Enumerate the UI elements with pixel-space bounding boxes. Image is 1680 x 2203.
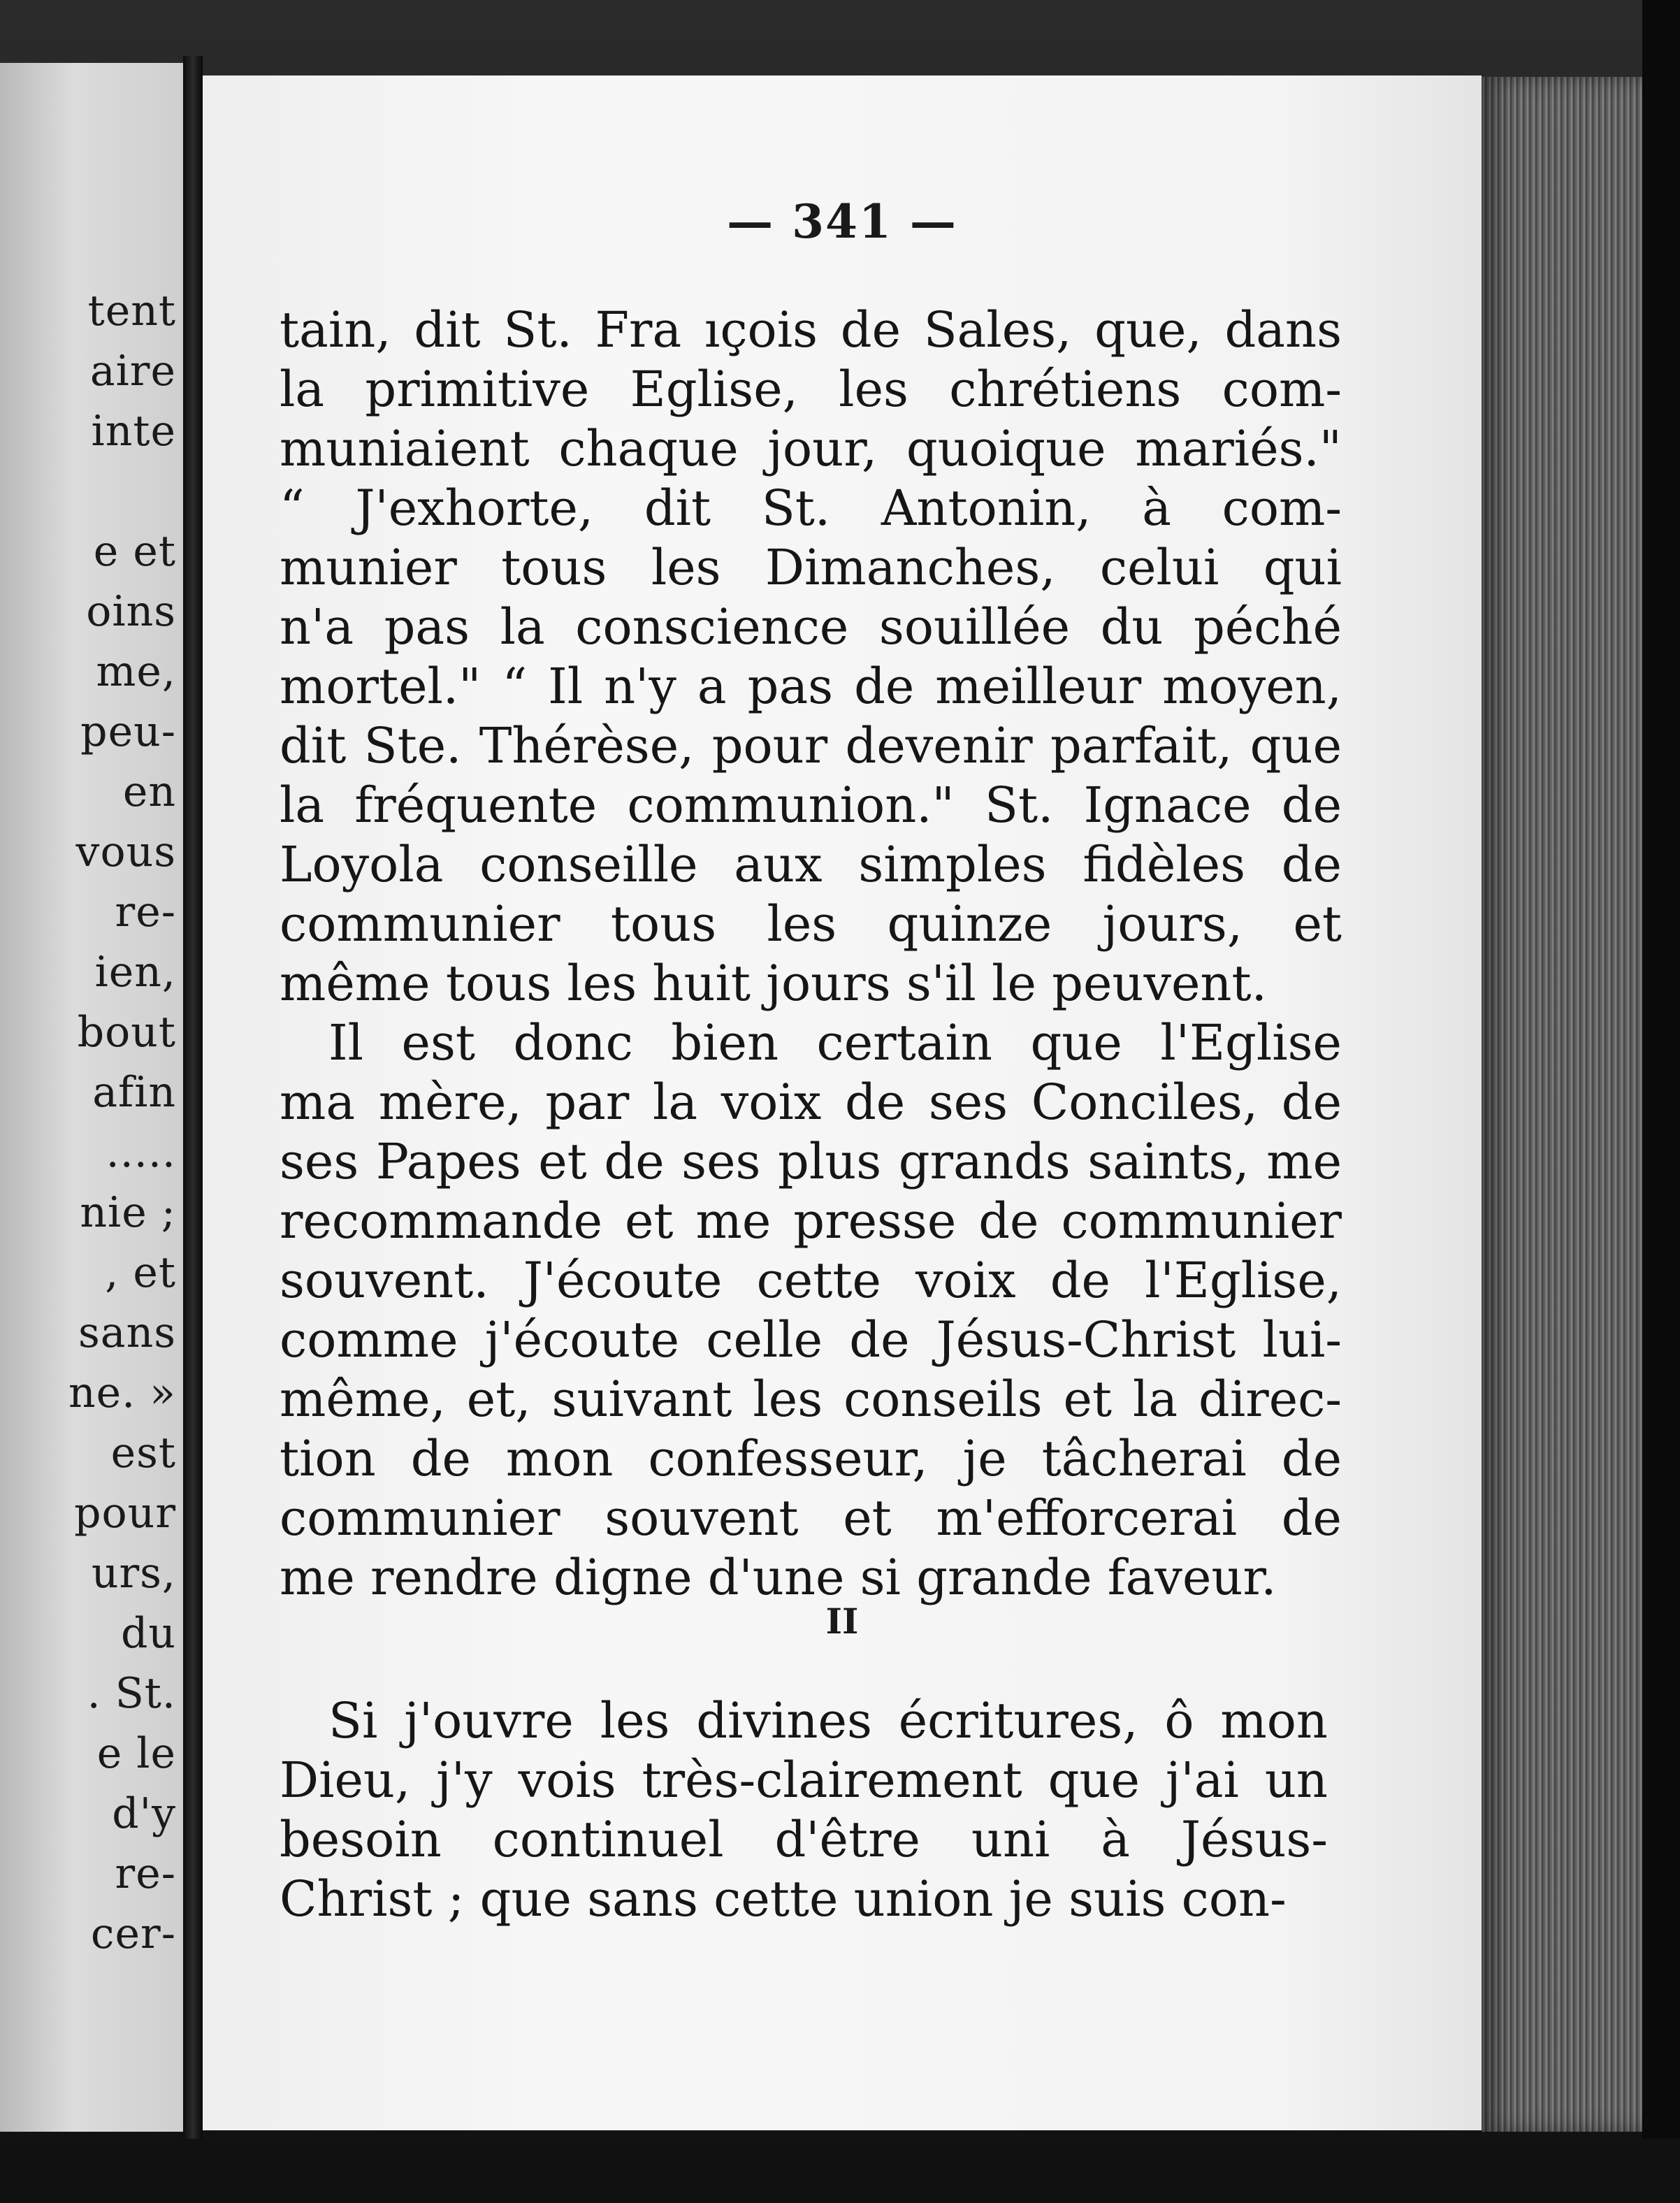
text-line: tion de mon confesseur, je tâcherai de <box>280 1430 1342 1487</box>
left-page-line: oins <box>86 587 176 636</box>
left-page-line: aire <box>89 347 176 396</box>
left-page-line: , et <box>105 1248 176 1297</box>
text-line: munier tous les Dimanches, celui qui <box>280 539 1342 596</box>
paragraph-1 <box>280 301 1342 1013</box>
left-page-line: du <box>120 1609 176 1658</box>
left-page-line: inte <box>91 407 176 456</box>
left-page-line: peu- <box>80 707 176 756</box>
left-page-line: afin <box>92 1068 176 1117</box>
text-line: même, et, suivant les conseils et la direc- <box>280 1371 1342 1428</box>
left-page-line: sans <box>78 1308 176 1357</box>
right-shadow <box>1642 0 1680 2203</box>
text-line: la fréquente communion." St. Ignace de <box>280 777 1342 834</box>
section-text <box>280 1691 1328 1929</box>
left-page-line: en <box>122 767 176 816</box>
text-line: Loyola conseille aux simples fidèles de <box>280 836 1342 893</box>
left-page-line: nie ; <box>80 1188 176 1237</box>
left-page-line: urs, <box>91 1549 176 1598</box>
left-page-line: vous <box>75 828 176 876</box>
left-page-line: e et <box>93 527 176 576</box>
section-number: II <box>825 1601 859 1642</box>
text-line: Si j'ouvre les divines écritures, ô mon <box>328 1692 1328 1749</box>
left-page-line: . St. <box>87 1669 176 1718</box>
left-page-line: re- <box>115 888 176 937</box>
text-line: communier souvent et m'efforcerai de <box>280 1489 1342 1547</box>
left-page-line: me, <box>96 647 176 696</box>
paragraph-2 <box>280 1013 1342 1608</box>
text-line: Dieu, j'y vois très-clairement que j'ai un <box>280 1751 1328 1809</box>
text-line: ses Papes et de ses plus grands saints, me <box>280 1133 1342 1190</box>
paragraph-3 <box>280 1691 1328 1929</box>
text-line: la primitive Eglise, les chrétiens com- <box>280 361 1342 418</box>
text-line: même tous les huit jours s'il le peuvent. <box>280 955 1267 1012</box>
book-gutter <box>183 56 203 2139</box>
left-page-line: pour <box>74 1489 176 1538</box>
text-line: Christ ; que sans cette union je suis con- <box>280 1870 1287 1928</box>
text-line: dit Ste. Thérèse, pour devenir parfait, que <box>280 717 1342 774</box>
text-line: n'a pas la conscience souillée du péché <box>280 598 1342 656</box>
text-line: souvent. J'écoute cette voix de l'Eglise, <box>280 1252 1342 1309</box>
left-page-line: bout <box>77 1008 176 1057</box>
left-page-line: d'y <box>112 1789 176 1838</box>
left-page-line: re- <box>115 1849 176 1898</box>
left-page-line: est <box>110 1429 176 1478</box>
text-line: communier tous les quinze jours, et <box>280 895 1342 953</box>
left-page-line: tent <box>87 287 176 335</box>
bottom-shadow <box>0 2139 1680 2203</box>
text-line: besoin continuel d'être uni à Jésus- <box>280 1811 1328 1868</box>
main-text <box>280 301 1342 1608</box>
text-line: me rendre digne d'une si grande faveur. <box>280 1549 1277 1606</box>
page-block-edge <box>1482 77 1642 2132</box>
left-page-line: e le <box>96 1729 176 1778</box>
text-line: recommande et me presse de communier <box>280 1192 1342 1250</box>
page-number: — 341 — <box>727 194 957 249</box>
text-line: ma mère, par la voix de ses Conciles, de <box>280 1074 1342 1131</box>
text-line: mortel." “ Il n'y a pas de meilleur moyen, <box>280 658 1342 715</box>
left-page-line: cer- <box>90 1909 176 1958</box>
left-page-line: ne. » <box>68 1368 176 1417</box>
text-line: “ J'exhorte, dit St. Antonin, à com- <box>280 479 1342 537</box>
left-page-line: ..... <box>106 1128 176 1177</box>
left-page-line: ien, <box>94 948 176 997</box>
previous-page-fragment <box>0 63 183 2132</box>
text-line: Il est donc bien certain que l'Eglise <box>328 1014 1342 1071</box>
text-line: muniaient chaque jour, quoique mariés." <box>280 420 1342 477</box>
text-line: tain, dit St. Fra ıçois de Sales, que, dans <box>280 301 1342 359</box>
text-line: comme j'écoute celle de Jésus-Christ lui- <box>280 1311 1342 1368</box>
